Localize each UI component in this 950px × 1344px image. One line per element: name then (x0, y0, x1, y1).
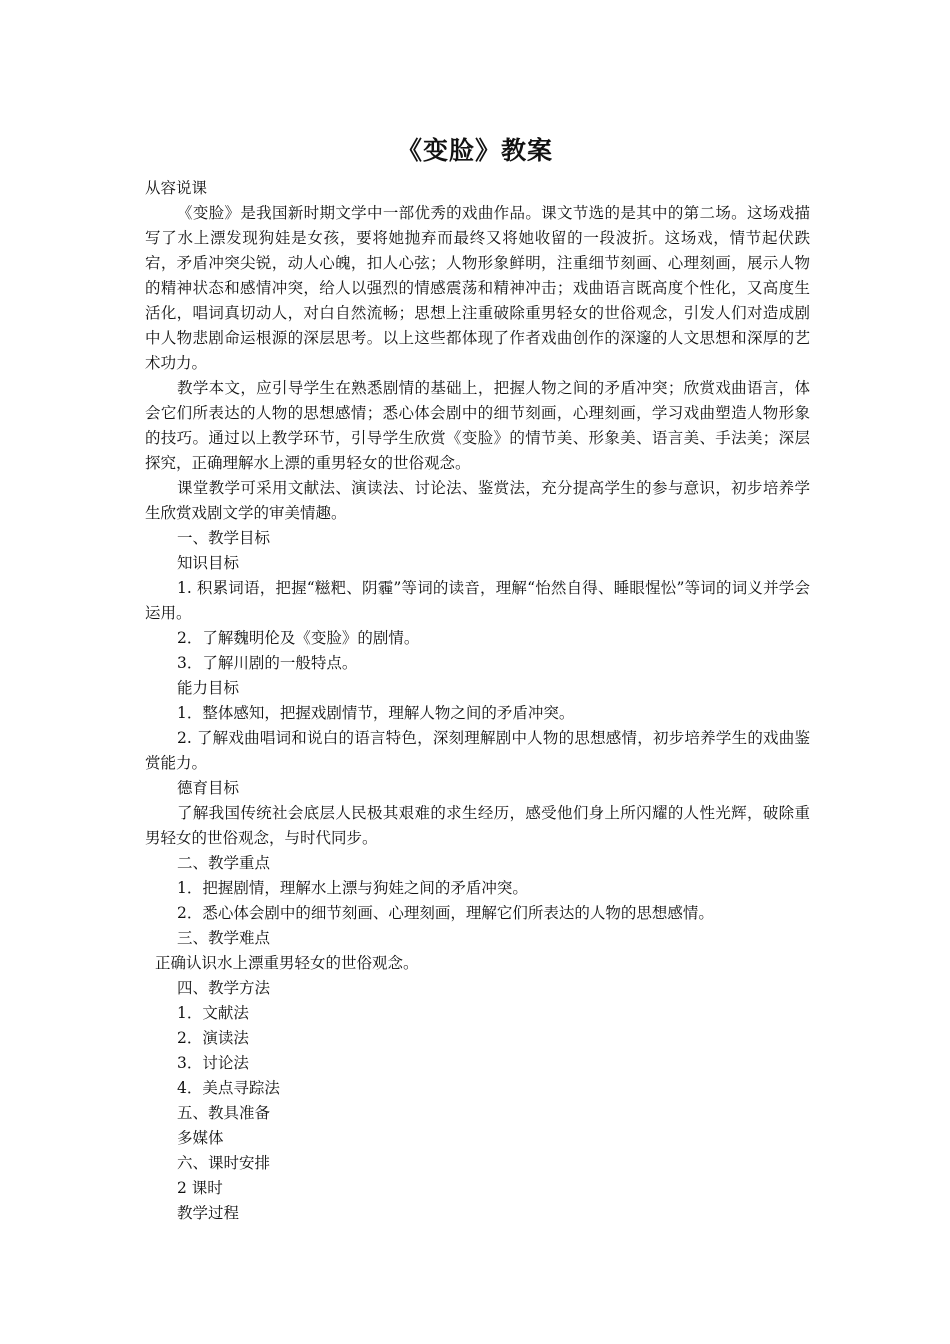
document-title: 《变脸》教案 (396, 136, 553, 165)
section-heading: 五、教具准备 (177, 1104, 271, 1122)
subsection-heading: 知识目标 (177, 554, 240, 572)
section-heading: 三、教学难点 (177, 929, 271, 947)
list-item: 3．讨论法 (177, 1054, 249, 1072)
list-item: 1．把握剧情，理解水上漂与狗娃之间的矛盾冲突。 (177, 879, 528, 897)
list-item: 2．演读法 (177, 1029, 249, 1047)
list-item: 1．整体感知，把握戏剧情节，理解人物之间的矛盾冲突。 (177, 704, 575, 722)
list-item: 1．文献法 (177, 1004, 249, 1022)
list-item: 3．了解川剧的一般特点。 (177, 654, 358, 672)
list-item: 2. 了解戏曲唱词和说白的语言特色，深刻理解剧中人物的思想感情，初步培养学生的戏曲鉴赏能力。 (145, 729, 810, 772)
list-item: 4．美点寻踪法 (177, 1079, 280, 1097)
paragraph: 《变脸》是我国新时期文学中一部优秀的戏曲作品。课文节选的是其中的第二场。这场戏描写了水上漂发现狗娃是女孩，要将她抛弃而最终又将她收留的一段波折。这场戏，情节起伏跌宕，矛盾冲突尖锐，动人心魄，扣人心弦；人物形象鲜明，注重细节刻画、心理刻画，展示人物的精神状态和感情冲突，给人以强烈的情感震荡和精神冲击；戏曲语言既高度个性化，又高度生活化，唱词真切动人，对白自然流畅；思想上注重破除重男轻女的世俗观念，引发人们对造成剧中人物悲剧命运根源的深层思考。以上这些都体现了作者戏曲创作的深邃的人文思想和深厚的艺术功力。 (145, 204, 810, 372)
subsection-heading: 能力目标 (177, 679, 240, 697)
list-item: 2．悉心体会剧中的细节刻画、心理刻画，理解它们所表达的人物的思想感情。 (177, 904, 714, 922)
list-item: 2．了解魏明伦及《变脸》的剧情。 (177, 629, 420, 647)
subsection-heading: 德育目标 (177, 779, 240, 797)
section-heading: 四、教学方法 (177, 979, 271, 997)
paragraph: 了解我国传统社会底层人民极其艰难的求生经历，感受他们身上所闪耀的人性光辉，破除重男轻女的世俗观念，与时代同步。 (145, 804, 810, 847)
section-heading: 六、课时安排 (177, 1154, 271, 1172)
list-item: 1. 积累词语，把握“糍粑、阴霾”等词的读音，理解“怡然自得、睡眼惺忪”等词的词义并学会运用。 (145, 579, 810, 622)
section-heading: 教学过程 (177, 1204, 240, 1222)
paragraph: 教学本文，应引导学生在熟悉剧情的基础上，把握人物之间的矛盾冲突；欣赏戏曲语言，体会它们所表达的人物的思想感情；悉心体会剧中的细节刻画，心理刻画，学习戏曲塑造人物形象的技巧。通过以上教学环节，引导学生欣赏《变脸》的情节美、形象美、语言美、手法美；深层探究，正确理解水上漂的重男轻女的世俗观念。 (145, 379, 810, 472)
paragraph: 2 课时 (177, 1179, 223, 1197)
paragraph: 正确认识水上漂重男轻女的世俗观念。 (155, 954, 419, 972)
paragraph: 多媒体 (177, 1129, 224, 1147)
paragraph: 课堂教学可采用文献法、演读法、讨论法、鉴赏法，充分提高学生的参与意识，初步培养学生欣赏戏剧文学的审美情趣。 (145, 479, 810, 522)
document-body (145, 176, 810, 1226)
section-heading-intro: 从容说课 (145, 179, 208, 197)
section-heading: 一、教学目标 (177, 529, 271, 547)
section-heading: 二、教学重点 (177, 854, 271, 872)
